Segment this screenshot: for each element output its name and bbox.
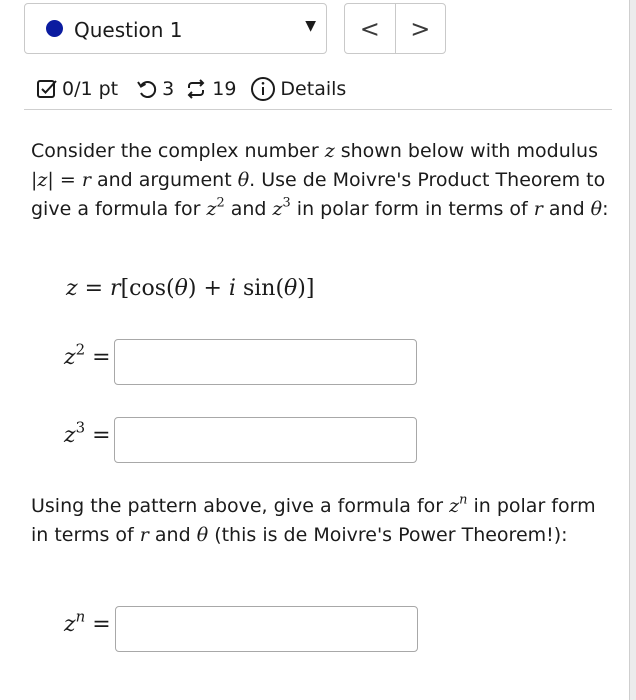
undo-icon <box>136 78 158 100</box>
divider <box>24 109 612 110</box>
given-equation: z = r[cos(θ) + i sin(θ)] <box>66 276 315 301</box>
score-text: 0/1 pt <box>62 78 119 100</box>
scrollbar-track <box>629 0 636 700</box>
question-meta <box>36 76 346 102</box>
checkbox-icon <box>36 78 58 100</box>
info-icon[interactable] <box>250 76 276 102</box>
retries-count: 3 <box>162 78 175 100</box>
caret-down-icon[interactable]: ▼ <box>305 18 316 34</box>
question-nav <box>344 3 446 54</box>
z3-label: $z^3$ = <box>64 418 111 448</box>
question-select[interactable] <box>24 3 327 54</box>
details-link[interactable]: Details <box>280 78 347 100</box>
next-question-button[interactable]: > <box>395 4 446 53</box>
zn-label: $z^n$ = <box>64 607 111 637</box>
question-status-dot <box>46 20 63 37</box>
prev-question-button[interactable]: < <box>359 14 380 43</box>
repeat-icon <box>184 78 208 100</box>
question-select-label: Question 1 <box>74 18 183 42</box>
problem-text: Consider the complex number z shown below with modulus |z| = r and argument θ. Use de Moivre's Product Theorem to give a formula for $z^2$ and $z^3$ in polar form in terms of r and θ: <box>31 140 609 220</box>
z2-answer-input[interactable] <box>114 339 417 385</box>
pattern-question-text: Using the pattern above, give a formula for $z^n$ in polar form in terms of r and θ (this is de Moivre's Power Theorem!): <box>31 492 596 546</box>
zn-answer-input[interactable] <box>115 606 418 652</box>
z3-answer-input[interactable] <box>114 417 417 463</box>
z2-label: $z^2$ = <box>64 340 111 370</box>
attempts-count: 19 <box>212 78 237 100</box>
